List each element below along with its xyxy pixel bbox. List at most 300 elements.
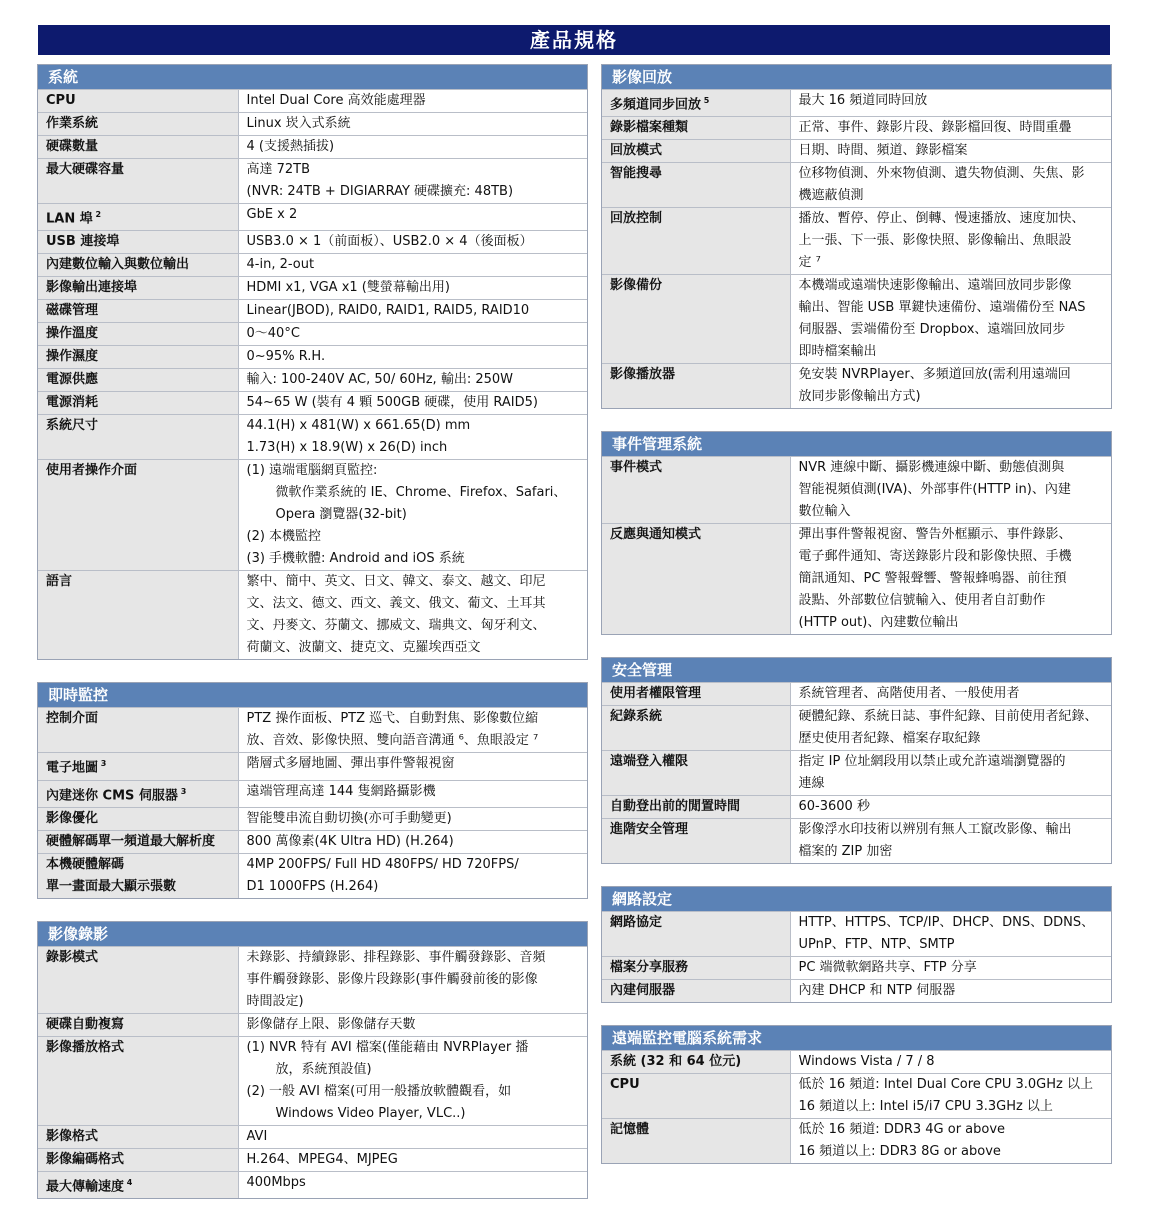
spec-row	[602, 364, 1111, 409]
spec-key	[38, 346, 238, 369]
spec-value-line: (2) 一般 AVI 檔案(可用一般播放軟體觀看，如	[246, 1083, 512, 1099]
spec-key-text: 多頻道同步回放 $^5$	[610, 96, 710, 113]
spec-value	[238, 1171, 587, 1198]
spec-key-text: 單一畫面最大顯示張數	[46, 878, 177, 894]
spec-value	[790, 1074, 1111, 1119]
spec-value	[238, 90, 587, 113]
spec-value-line: 歷史使用者紀錄、檔案存取紀錄	[798, 731, 981, 747]
spec-value	[238, 946, 587, 1013]
spec-key-text: LAN 埠 $^2$	[46, 210, 102, 227]
spec-value-line: 電子郵件通知、寄送錄影片段和影像快照、手機	[798, 549, 1072, 565]
spec-key-text: 錄影模式	[46, 949, 99, 965]
spec-row	[602, 208, 1111, 275]
spec-key	[38, 460, 238, 571]
spec-value-line: 放、音效、影像快照、雙向語音溝通 ⁶、魚眼設定 ⁷	[246, 733, 539, 749]
spec-value	[790, 140, 1111, 163]
spec-row	[602, 1051, 1111, 1074]
spec-key-text: 紀錄系統	[610, 709, 663, 725]
spec-row	[602, 275, 1111, 364]
spec-key-text: 影像編碼格式	[46, 1151, 125, 1167]
spec-row	[38, 830, 587, 853]
spec-row	[38, 369, 587, 392]
spec-value-line: D1 1000FPS (H.264)	[246, 878, 379, 894]
spec-key	[38, 415, 238, 460]
spec-key-text: 反應與通知模式	[610, 527, 702, 543]
spec-key	[602, 208, 790, 275]
spec-key	[38, 1036, 238, 1125]
spec-key	[602, 364, 790, 409]
spec-value-line: 彈出事件警報視窗、警告外框顯示、事件錄影、	[798, 527, 1072, 543]
spec-row	[38, 392, 587, 415]
spec-value-line: Windows Vista / 7 / 8	[798, 1054, 935, 1070]
spec-value	[238, 753, 587, 780]
spec-value-line: 指定 IP 位址網段用以禁止或允許遠端瀏覽器的	[798, 754, 1066, 770]
spec-key-text: 影像格式	[46, 1128, 99, 1144]
spec-value	[238, 571, 587, 660]
spec-value-line: 本機端或遠端快速影像輸出、遠端回放同步影像	[798, 278, 1072, 294]
spec-value-line: (3) 手機軟體: Android and iOS 系統	[246, 551, 465, 567]
spec-key-text: 操作溫度	[46, 326, 99, 342]
spec-value	[238, 346, 587, 369]
spec-value	[790, 1051, 1111, 1074]
spec-key	[602, 1051, 790, 1074]
spec-row	[602, 683, 1111, 706]
spec-key-text: 檔案分享服務	[610, 960, 689, 976]
spec-key-text: 控制介面	[46, 711, 99, 727]
spec-value-line: 低於 16 頻道: Intel Dual Core CPU 3.0GHz 以上	[798, 1077, 1093, 1093]
spec-row	[602, 524, 1111, 635]
spec-key-text: 語言	[46, 574, 73, 590]
spec-row	[38, 460, 587, 571]
spec-value-line: 內建 DHCP 和 NTP 伺服器	[798, 983, 956, 999]
spec-value-line: PC 端微軟網路共享、FTP 分享	[798, 960, 977, 976]
spec-key-text: 最大傳輸速度 $^4$	[46, 1177, 133, 1195]
spec-value	[238, 300, 587, 323]
spec-key	[602, 140, 790, 163]
spec-row	[602, 140, 1111, 163]
spec-value-line: 放，系統預設值)	[275, 1061, 372, 1077]
spec-key	[38, 1125, 238, 1148]
spec-value	[790, 524, 1111, 635]
spec-value-line: H.264、MPEG4、MJPEG	[246, 1151, 398, 1167]
spec-value	[238, 277, 587, 300]
spec-value-line: Opera 瀏覽器(32-bit)	[275, 507, 407, 523]
spec-key-text: 使用者權限管理	[610, 686, 702, 702]
spec-key	[38, 830, 238, 853]
spec-key-text: 系統 (32 和 64 位元)	[610, 1054, 742, 1070]
spec-value	[790, 364, 1111, 409]
spec-key-text: 電源供應	[46, 372, 99, 388]
section-title: 系統	[38, 65, 587, 89]
spec-key-text: 作業系統	[46, 116, 99, 131]
spec-value	[238, 369, 587, 392]
spec-key	[602, 1119, 790, 1164]
spec-row	[602, 457, 1111, 524]
spec-row	[38, 113, 587, 136]
spec-key-text: 影像播放器	[610, 367, 676, 383]
spec-value-line: 輸出、智能 USB 單鍵快速備份、遠端備份至 NAS	[798, 300, 1086, 316]
section-title: 即時監控	[38, 683, 587, 707]
spec-key-text: 內建迷你 CMS 伺服器 $^3$	[46, 786, 187, 803]
right-section-4	[601, 1025, 1112, 1164]
spec-value-line: 影像浮水印技術以辨別有無人工竄改影像、輸出	[798, 822, 1072, 838]
spec-value-line: HTTP、HTTPS、TCP/IP、DHCP、DNS、DDNS、	[798, 915, 1095, 931]
spec-row	[38, 853, 587, 898]
spec-value-line: 0～40°C	[246, 326, 300, 342]
spec-key-text: 系統尺寸	[46, 418, 99, 434]
spec-row	[38, 277, 587, 300]
spec-value	[790, 706, 1111, 751]
spec-value-line: 階層式多層地圖、彈出事件警報視窗	[246, 756, 455, 772]
spec-value-line: 微軟作業系統的 IE、Chrome、Firefox、Safari、	[275, 485, 567, 501]
spec-key	[602, 912, 790, 957]
spec-row	[602, 1074, 1111, 1119]
right-section-2	[601, 657, 1112, 864]
spec-value-line: 即時檔案輸出	[798, 344, 877, 360]
spec-row	[38, 807, 587, 830]
spec-value-line: 4 (支援熱插拔)	[246, 139, 335, 154]
spec-value-line: 4-in, 2-out	[246, 257, 315, 273]
spec-key	[602, 275, 790, 364]
spec-key-text: 影像播放格式	[46, 1039, 125, 1055]
spec-row	[38, 231, 587, 254]
section-title: 遠端監控電腦系統需求	[602, 1026, 1111, 1050]
spec-key-text: 影像優化	[46, 810, 99, 826]
spec-value	[790, 819, 1111, 864]
spec-key-text: 電源消耗	[46, 395, 99, 411]
spec-row	[38, 204, 587, 231]
spec-value	[238, 204, 587, 231]
spec-value-line: 未錄影、持續錄影、排程錄影、事件觸發錄影、音頻	[246, 949, 546, 965]
footnote-mark: 3	[98, 759, 107, 769]
spec-key	[602, 524, 790, 635]
right-column	[601, 64, 1112, 1186]
spec-key-text: 硬碟自動複寫	[46, 1016, 125, 1032]
spec-key-text: 硬體解碼單一頻道最大解析度	[46, 833, 216, 849]
spec-key	[38, 277, 238, 300]
spec-value-line: 54~65 W (裝有 4 顆 500GB 硬碟，使用 RAID5)	[246, 395, 538, 411]
spec-value-line: 簡訊通知、PC 警報聲響、警報蜂鳴器、前往預	[798, 571, 1067, 587]
section-title: 事件管理系統	[602, 432, 1111, 456]
spec-key-text: 影像輸出連接埠	[46, 280, 138, 296]
spec-key	[38, 853, 238, 898]
spec-row	[38, 780, 587, 807]
spec-value-line: UPnP、FTP、NTP、SMTP	[798, 937, 955, 953]
spec-value-line: GbE x 2	[246, 207, 298, 222]
spec-value	[238, 392, 587, 415]
spec-value	[790, 208, 1111, 275]
spec-key	[602, 957, 790, 980]
spec-value-line: 16 頻道以上: Intel i5/i7 CPU 3.3GHz 以上	[798, 1099, 1053, 1115]
spec-key	[38, 807, 238, 830]
spec-key-text: 使用者操作介面	[46, 463, 138, 479]
spec-key	[38, 254, 238, 277]
spec-key	[38, 159, 238, 204]
spec-row	[38, 415, 587, 460]
spec-key	[38, 946, 238, 1013]
spec-key-text: 電子地圖 $^3$	[46, 759, 107, 776]
spec-row	[602, 163, 1111, 208]
left-section-1	[37, 682, 588, 899]
spec-key	[602, 457, 790, 524]
spec-row	[38, 1036, 587, 1125]
spec-value-line: 免安裝 NVRPlayer、多頻道回放(需利用遠端回	[798, 367, 1071, 383]
spec-value-line: 800 萬像素(4K Ultra HD) (H.264)	[246, 833, 454, 849]
spec-key-text: 磁碟管理	[46, 303, 99, 319]
spec-row	[38, 1125, 587, 1148]
spec-value-line: Windows Video Player, VLC..)	[275, 1105, 466, 1121]
spec-row	[38, 346, 587, 369]
spec-value	[238, 415, 587, 460]
spec-key-text: 回放控制	[610, 211, 663, 227]
spec-row	[602, 751, 1111, 796]
spec-key-text: 內建伺服器	[610, 983, 676, 999]
spec-key-text: 本機硬體解碼	[46, 856, 125, 872]
spec-value	[238, 807, 587, 830]
spec-key	[602, 796, 790, 819]
spec-row	[38, 946, 587, 1013]
spec-value-line: 60-3600 秒	[798, 799, 870, 815]
spec-row	[38, 323, 587, 346]
spec-row	[38, 254, 587, 277]
spec-value-line: (NVR: 24TB + DIGIARRAY 硬碟擴充: 48TB)	[246, 184, 514, 199]
spec-value	[238, 113, 587, 136]
spec-value-line: 事件觸發錄影、影像片段錄影(事件觸發前後的影像	[246, 971, 538, 987]
footnote-mark: 3	[177, 786, 187, 796]
right-section-3	[601, 886, 1112, 1003]
spec-key	[38, 323, 238, 346]
spec-value-line: 影像儲存上限、影像儲存天數	[246, 1016, 416, 1032]
spec-key	[38, 113, 238, 136]
spec-row	[602, 912, 1111, 957]
spec-key	[602, 980, 790, 1003]
spec-value-line: 智能雙串流自動切換(亦可手動變更)	[246, 810, 452, 826]
spec-value-line: (1) 遠端電腦網頁監控:	[246, 463, 378, 479]
footnote-mark: 5	[701, 96, 710, 105]
spec-row	[602, 1119, 1111, 1164]
spec-row	[38, 90, 587, 113]
spec-key	[602, 90, 790, 117]
spec-value	[238, 159, 587, 204]
spec-row	[38, 1148, 587, 1171]
spec-value-line: 硬體紀錄、系統日誌、事件紀錄、目前使用者紀錄、	[798, 709, 1098, 725]
spec-key-text: 自動登出前的閒置時間	[610, 799, 741, 815]
spec-value	[238, 830, 587, 853]
spec-key	[38, 90, 238, 113]
spec-value	[238, 708, 587, 753]
spec-value-line: 檔案的 ZIP 加密	[798, 844, 893, 860]
spec-key	[38, 1148, 238, 1171]
spec-value	[238, 231, 587, 254]
spec-value	[790, 796, 1111, 819]
spec-value-line: Intel Dual Core 高效能處理器	[246, 93, 426, 108]
spec-key-text: 遠端登入權限	[610, 754, 689, 770]
spec-value	[238, 1148, 587, 1171]
spec-key-text: 最大硬碟容量	[46, 162, 125, 177]
spec-key	[38, 780, 238, 807]
spec-value-line: 低於 16 頻道: DDR3 4G or above	[798, 1122, 1006, 1138]
spec-value	[790, 912, 1111, 957]
spec-value-line: 定 ⁷	[798, 255, 821, 271]
spec-value-line: 數位輸入	[798, 504, 851, 520]
spec-key	[38, 571, 238, 660]
spec-row	[38, 753, 587, 780]
spec-value-line: (HTTP out)、內建數位輸出	[798, 615, 959, 631]
spec-key	[602, 1074, 790, 1119]
spec-key	[38, 369, 238, 392]
spec-value	[790, 275, 1111, 364]
spec-row	[602, 117, 1111, 140]
spec-key	[602, 819, 790, 864]
spec-value	[238, 1013, 587, 1036]
spec-value	[238, 853, 587, 898]
spec-value-line: 1.73(H) x 18.9(W) x 26(D) inch	[246, 440, 448, 456]
spec-row	[38, 136, 587, 159]
spec-key-text: USB 連接埠	[46, 234, 120, 250]
spec-key-text: 事件模式	[610, 460, 663, 476]
spec-value-line: 放同步影像輸出方式)	[798, 389, 921, 405]
spec-value-line: PTZ 操作面板、PTZ 巡弋、自動對焦、影像數位縮	[246, 711, 539, 727]
spec-value	[790, 117, 1111, 140]
spec-value-line: HDMI x1, VGA x1 (雙螢幕輸出用)	[246, 280, 450, 296]
spec-value-line: 上一張、下一張、影像快照、影像輸出、魚眼設	[798, 233, 1072, 249]
spec-value-line: 正常、事件、錄影片段、錄影檔回復、時間重疊	[798, 120, 1072, 136]
spec-key	[38, 753, 238, 780]
spec-row	[38, 300, 587, 323]
spec-key-text: 操作濕度	[46, 349, 99, 365]
section-title: 網路設定	[602, 887, 1111, 911]
section-title: 安全管理	[602, 658, 1111, 682]
spec-value-line: NVR 連線中斷、攝影機連線中斷、動態偵測與	[798, 460, 1065, 476]
spec-value-line: 連線	[798, 776, 825, 792]
spec-key-text: 內建數位輸入與數位輸出	[46, 257, 190, 273]
spec-value-line: Linear(JBOD), RAID0, RAID1, RAID5, RAID10	[246, 303, 530, 319]
spec-key-text: 回放模式	[610, 143, 663, 159]
spec-key	[38, 1013, 238, 1036]
spec-value	[238, 460, 587, 571]
spec-value	[238, 136, 587, 159]
spec-value	[790, 457, 1111, 524]
spec-value-line: 高達 72TB	[246, 162, 311, 177]
spec-row	[602, 980, 1111, 1003]
spec-value	[238, 1125, 587, 1148]
spec-row	[38, 1013, 587, 1036]
spec-value	[790, 957, 1111, 980]
spec-key	[38, 204, 238, 231]
spec-key	[38, 392, 238, 415]
spec-row	[602, 819, 1111, 864]
spec-key	[38, 231, 238, 254]
spec-key-text: 網路協定	[610, 915, 663, 931]
spec-key	[602, 706, 790, 751]
section-title: 影像回放	[602, 65, 1111, 89]
spec-value	[238, 254, 587, 277]
spec-row	[602, 90, 1111, 117]
spec-key-text: 進階安全管理	[610, 822, 689, 838]
spec-key-text: CPU	[610, 1077, 640, 1093]
spec-key	[602, 163, 790, 208]
spec-row	[602, 796, 1111, 819]
spec-value-line: 44.1(H) x 481(W) x 661.65(D) mm	[246, 418, 471, 434]
spec-value-line: 輸入: 100-240V AC, 50/ 60Hz, 輸出: 250W	[246, 372, 514, 388]
spec-key-text: CPU	[46, 93, 76, 108]
spec-value-line: (1) NVR 特有 AVI 檔案(僅能藉由 NVRPlayer 播	[246, 1039, 529, 1055]
spec-key	[38, 300, 238, 323]
spec-value-line: AVI	[246, 1128, 268, 1144]
left-column	[37, 64, 588, 1221]
spec-row	[602, 706, 1111, 751]
spec-value-line: USB3.0 × 1（前面板）、USB2.0 × 4（後面板）	[246, 234, 533, 250]
spec-row	[38, 571, 587, 660]
spec-key	[38, 136, 238, 159]
right-section-0	[601, 64, 1112, 409]
spec-row	[38, 159, 587, 204]
spec-key	[38, 708, 238, 753]
spec-value-line: 400Mbps	[246, 1174, 306, 1190]
spec-value-line: 4MP 200FPS/ Full HD 480FPS/ HD 720FPS/	[246, 856, 519, 872]
spec-row	[602, 957, 1111, 980]
spec-key-text: 硬碟數量	[46, 139, 99, 154]
spec-value	[790, 163, 1111, 208]
spec-key	[602, 683, 790, 706]
spec-row	[38, 1171, 587, 1198]
spec-value	[238, 1036, 587, 1125]
spec-value-line: 繁中、簡中、英文、日文、韓文、泰文、越文、印尼	[246, 574, 546, 590]
spec-value	[238, 323, 587, 346]
spec-value-line: 荷蘭文、波蘭文、捷克文、克羅埃西亞文	[246, 640, 481, 656]
footnote-mark: 4	[124, 1177, 133, 1187]
left-section-2	[37, 921, 588, 1199]
section-title: 影像錄影	[38, 922, 587, 946]
spec-key-text: 智能搜尋	[610, 166, 663, 182]
spec-value	[790, 1119, 1111, 1164]
footnote-mark: 2	[92, 210, 102, 219]
spec-value-line: 設點、外部數位信號輸入、使用者自訂動作	[798, 593, 1046, 609]
spec-value	[238, 780, 587, 807]
spec-key	[38, 1171, 238, 1198]
spec-value	[790, 683, 1111, 706]
right-section-1	[601, 431, 1112, 635]
spec-value-line: 0~95% R.H.	[246, 349, 326, 365]
spec-value-line: Linux 崁入式系統	[246, 116, 351, 131]
spec-value-line: 日期、時間、頻道、錄影檔案	[798, 143, 968, 159]
spec-value-line: 機遮蔽偵測	[798, 188, 864, 204]
spec-value-line: 位移物偵測、外來物偵測、遺失物偵測、失焦、影	[798, 166, 1085, 182]
spec-row	[38, 708, 587, 753]
spec-key-text: 記憶體	[610, 1122, 650, 1138]
spec-value-line: 播放、暫停、停止、倒轉、慢速播放、速度加快、	[798, 211, 1085, 227]
spec-value-line: 16 頻道以上: DDR3 8G or above	[798, 1144, 1001, 1160]
spec-value-line: 文、法文、德文、西文、義文、俄文、葡文、土耳其	[246, 596, 546, 612]
spec-value-line: 最大 16 頻道同時回放	[798, 93, 928, 108]
spec-value-line: 時間設定)	[246, 993, 304, 1009]
spec-key-text: 影像備份	[610, 278, 663, 294]
spec-value-line: 遠端管理高達 144 隻網路攝影機	[246, 783, 436, 799]
spec-value	[790, 751, 1111, 796]
spec-value-line: 伺服器、雲端備份至 Dropbox、遠端回放同步	[798, 322, 1066, 338]
spec-value	[790, 90, 1111, 117]
page-title: 產品規格	[38, 25, 1110, 55]
spec-value-line: 文、丹麥文、芬蘭文、挪威文、瑞典文、匈牙利文、	[246, 618, 546, 634]
spec-value-line: 系統管理者、高階使用者、一般使用者	[798, 686, 1020, 702]
spec-value-line: 智能視頻偵測(IVA)、外部事件(HTTP in)、內建	[798, 482, 1071, 498]
spec-key-text: 錄影檔案種類	[610, 120, 689, 136]
spec-value	[790, 980, 1111, 1003]
spec-key	[602, 117, 790, 140]
left-section-0	[37, 64, 588, 660]
spec-value-line: (2) 本機監控	[246, 529, 322, 545]
spec-key	[602, 751, 790, 796]
